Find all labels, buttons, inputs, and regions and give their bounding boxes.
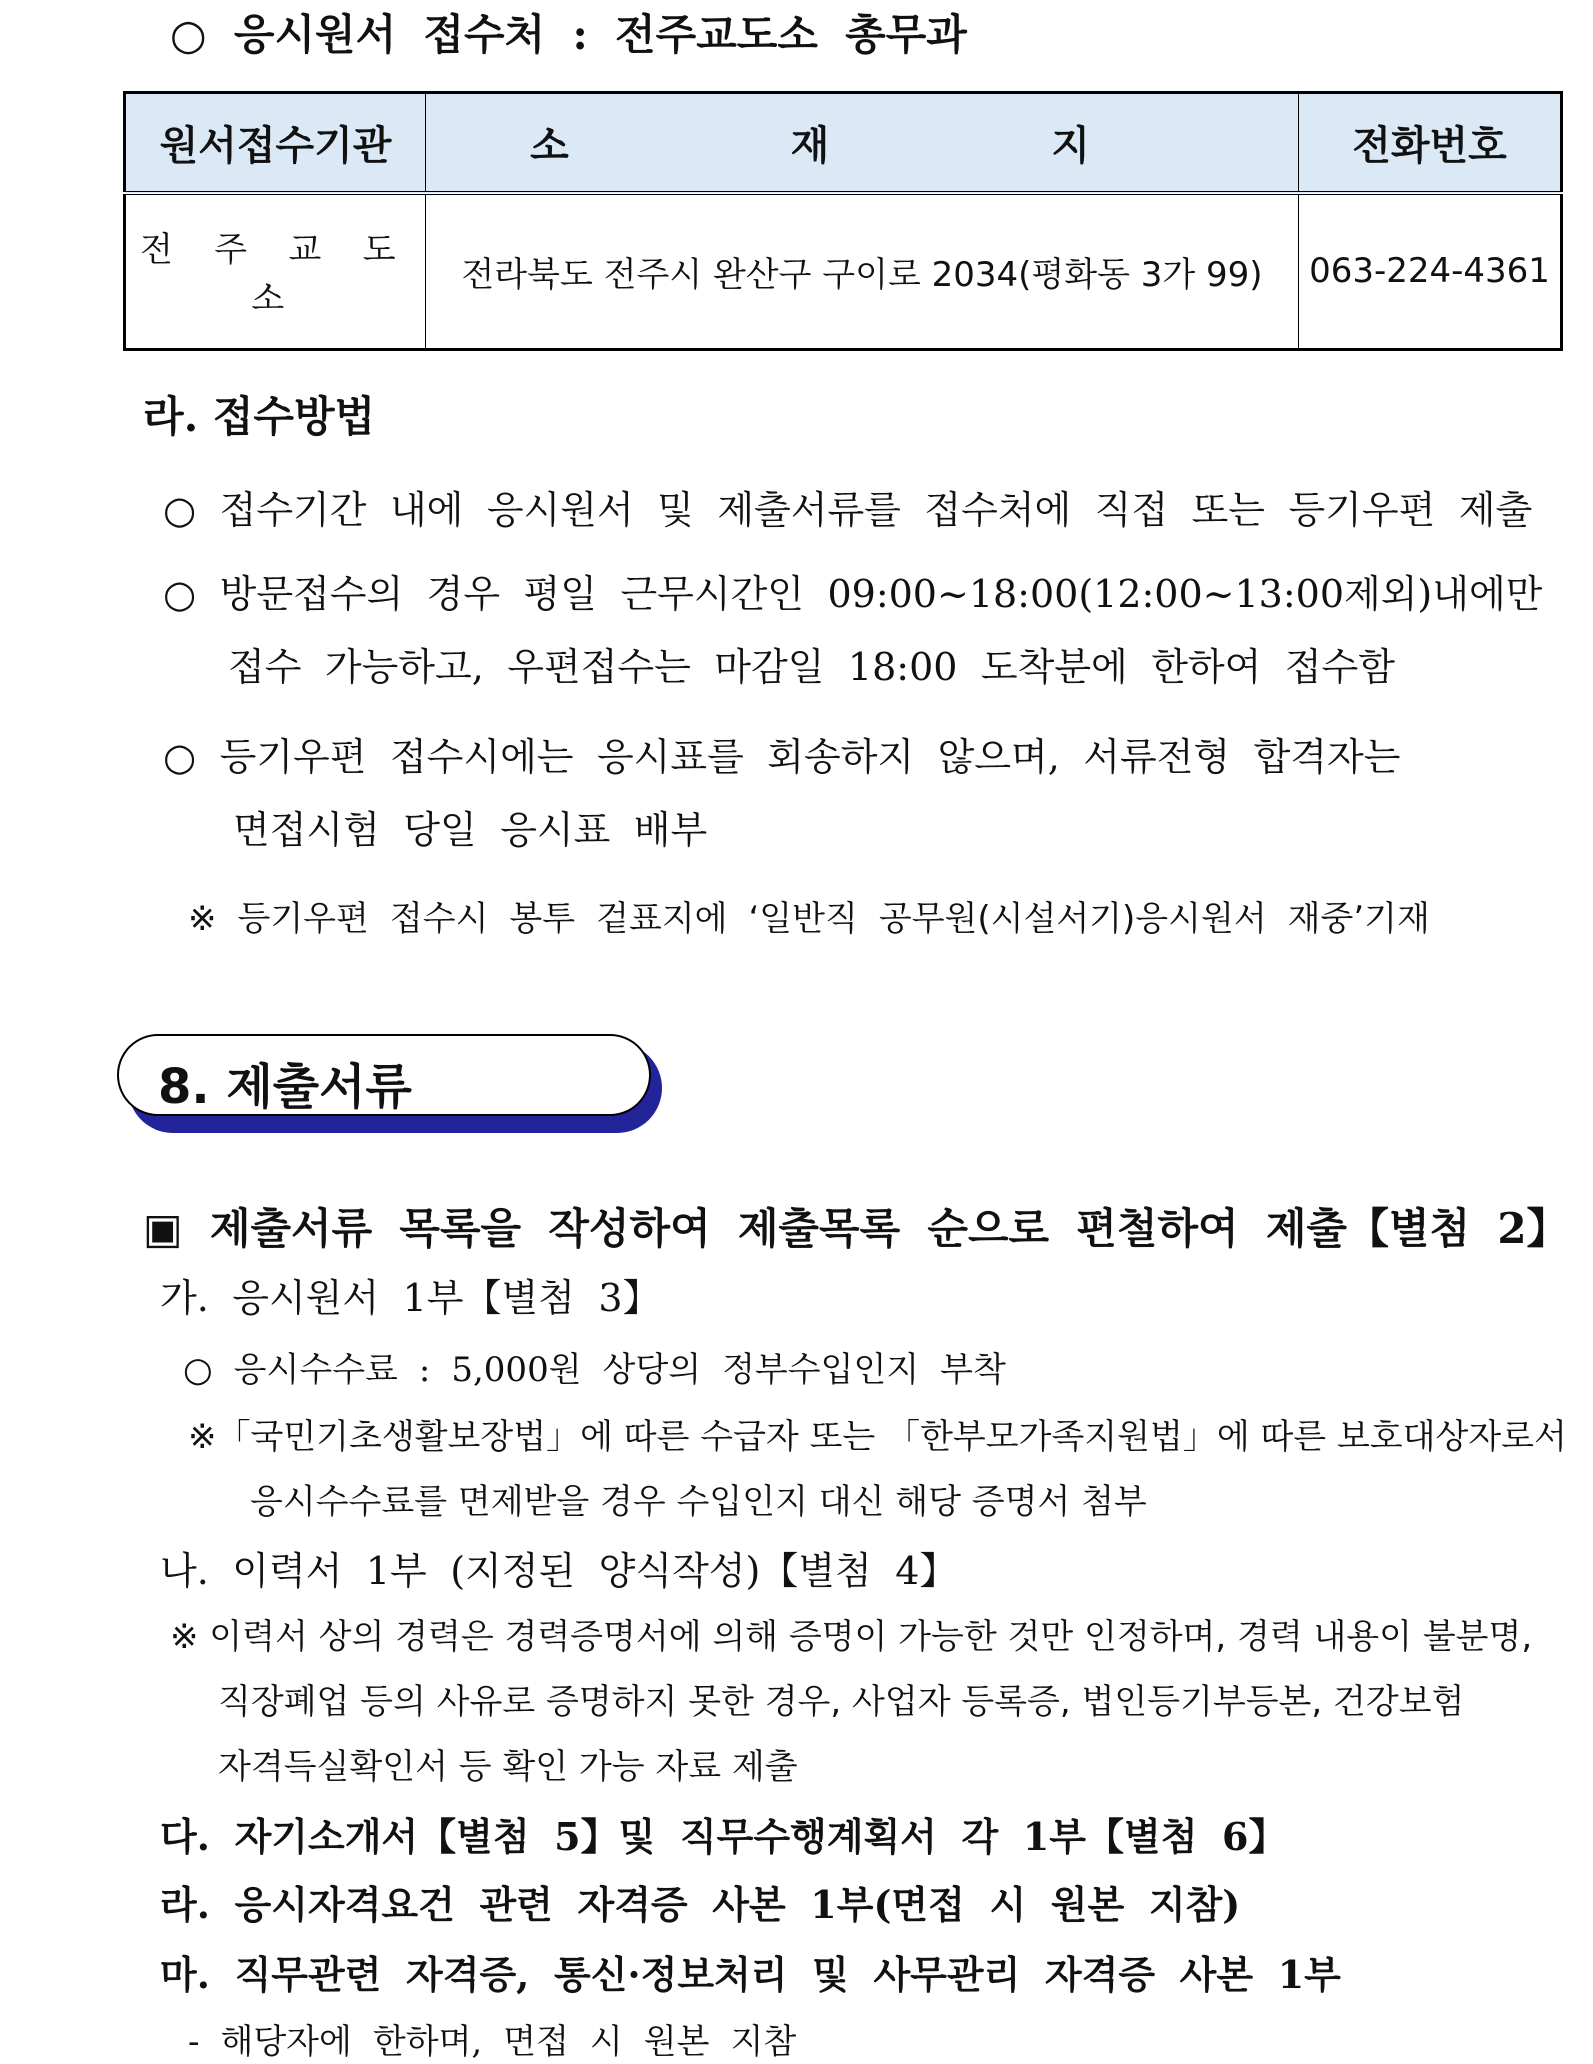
item-na-note: ※ 이력서 상의 경력은 경력증명서에 의해 증명이 가능한 것만 인정하며, 경력 내용이 불분명,	[170, 1617, 1533, 1657]
method-note: ※ 등기우편 접수시 봉투 겉표지에 ‘일반직 공무원(시설서기)응시원서 재중’기재	[188, 899, 1430, 939]
method-item-3-cont: 면접시험 당일 응시표 배부	[233, 808, 708, 852]
method-item-1: ○ 접수기간 내에 응시원서 및 제출서류를 접수처에 직접 또는 등기우편 제출	[163, 488, 1533, 532]
submission-lead: ▣ 제출서류 목록을 작성하여 제출목록 순으로 편철하여 제출【별첨 2】	[143, 1204, 1569, 1253]
item-ga-heading: 가. 응시원서 1부【별첨 3】	[160, 1276, 661, 1320]
header-agency: 원서접수기관	[125, 93, 426, 193]
item-ma-heading: 마. 직무관련 자격증, 통신·정보처리 및 사무관리 자격증 사본 1부	[160, 1952, 1341, 1997]
intake-location-line: ○ 응시원서 접수처 : 전주교도소 총무과	[170, 10, 967, 59]
method-item-3: ○ 등기우편 접수시에는 응시표를 회송하지 않으며, 서류전형 합격자는	[163, 735, 1401, 779]
method-item-2: ○ 방문접수의 경우 평일 근무시간인 09:00~18:00(12:00~13:00제외)내에만	[163, 572, 1543, 616]
item-ga-fee: ○ 응시수수료 : 5,000원 상당의 정부수입인지 부착	[183, 1350, 1006, 1390]
item-na-note-cont-2: 자격득실확인서 등 확인 가능 자료 제출	[218, 1747, 798, 1787]
section-title: 8. 제출서류	[158, 1059, 412, 1115]
cell-phone: 063-224-4361	[1299, 193, 1562, 350]
table-row	[125, 193, 1562, 350]
item-na-note-cont-1: 직장폐업 등의 사유로 증명하지 못한 경우, 사업자 등록증, 법인등기부등본, 건강보험	[218, 1682, 1465, 1722]
cell-agency: 전 주 교 도 소	[125, 193, 426, 350]
item-ma-note: - 해당자에 한하며, 면접 시 원본 지참	[188, 2022, 797, 2062]
cell-address: 전라북도 전주시 완산구 구이로 2034(평화동 3가 99)	[426, 193, 1299, 350]
header-address: 소 재 지	[426, 93, 1299, 193]
table-header-row	[125, 93, 1562, 193]
header-phone: 전화번호	[1299, 93, 1562, 193]
item-ga-note-cont: 응시수수료를 면제받을 경우 수입인지 대신 해당 증명서 첨부	[250, 1482, 1147, 1522]
method-item-2-cont: 접수 가능하고, 우편접수는 마감일 18:00 도착분에 한하여 접수함	[228, 645, 1395, 689]
item-na-heading: 나. 이력서 1부 (지정된 양식작성)【별첨 4】	[160, 1549, 958, 1593]
item-da-heading: 다. 자기소개서【별첨 5】및 직무수행계획서 각 1부【별첨 6】	[160, 1814, 1287, 1859]
method-heading: 라. 접수방법	[143, 392, 376, 441]
intake-agency-table	[123, 91, 1563, 351]
item-ra-heading: 라. 응시자격요건 관련 자격증 사본 1부(면접 시 원본 지참)	[160, 1882, 1241, 1927]
item-ga-note: ※「국민기초생활보장법」에 따른 수급자 또는 「한부모가족지원법」에 따른 보호대상자로서	[188, 1417, 1567, 1457]
